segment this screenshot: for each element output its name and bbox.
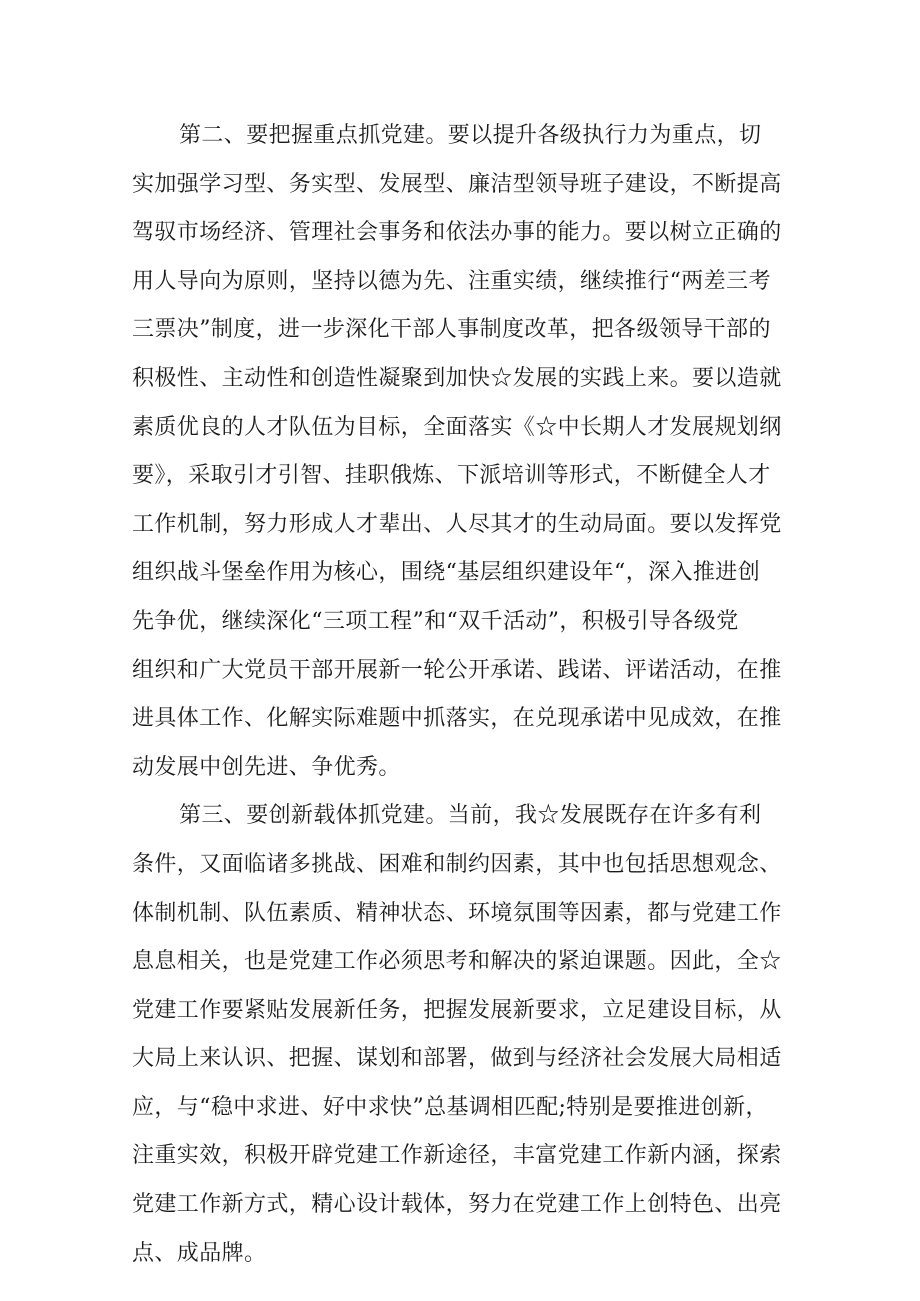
text-line: 动发展中创先进、争优秀。 <box>132 754 401 780</box>
text-line: 用人导向为原则，坚持以德为先、注重实绩，继续推行“两差三考 <box>132 268 771 294</box>
text-line: 大局上来认识、把握、谋划和部署，做到与经济社会发展大局相适 <box>132 1046 782 1072</box>
text-line: 应，与“稳中求进、好中求快”总基调相匹配;特别是要推进创新， <box>132 1094 768 1120</box>
document-body <box>132 112 800 1278</box>
text-line: 体制机制、队伍素质、精神状态、环境氛围等因素，都与党建工作 <box>132 900 782 926</box>
paragraph-1 <box>132 112 800 792</box>
text-line: 进具体工作、化解实际难题中抓落实，在兑现承诺中见成效，在推 <box>132 706 782 732</box>
text-line: 素质优良的人才队伍为目标，全面落实《☆中长期人才发展规划纲 <box>132 414 782 440</box>
text-line: 工作机制，努力形成人才辈出、人尽其才的生动局面。要以发挥党 <box>132 511 782 537</box>
text-line: 条件，又面临诸多挑战、困难和制约因素，其中也包括思想观念、 <box>132 851 782 877</box>
text-line: 实加强学习型、务实型、发展型、廉洁型领导班子建设，不断提高 <box>132 171 782 197</box>
text-line: 积极性、主动性和创造性凝聚到加快☆发展的实践上来。要以造就 <box>132 365 782 391</box>
text-line: 党建工作新方式，精心设计载体，努力在党建工作上创特色、出亮 <box>132 1192 782 1218</box>
text-line: 驾驭市场经济、管理社会事务和依法办事的能力。要以树立正确的 <box>132 220 782 246</box>
text-line: 要》，采取引才引智、挂职俄炼、下派培训等形式，不断健全人才 <box>132 463 771 489</box>
text-line: 点、成品牌。 <box>132 1240 267 1266</box>
text-line: 息息相关，也是党建工作必须思考和解决的紧迫课题。因此，全☆ <box>132 949 782 975</box>
text-line: 第三、要创新载体抓党建。当前，我☆发展既存在许多有利 <box>179 803 762 829</box>
text-line: 组织战斗堡垒作用为核心，围绕“基层组织建设年“，深入推进创 <box>132 560 761 586</box>
text-line: 第二、要把握重点抓党建。要以提升各级执行力为重点，切 <box>179 123 762 148</box>
text-line: 党建工作要紧贴发展新任务，把握发展新要求，立足建设目标，从 <box>132 997 782 1023</box>
text-line: 注重实效，积极开辟党建工作新途径，丰富党建工作新内涵，探索 <box>132 1143 782 1169</box>
text-line: 组织和广大党员干部开展新一轮公开承诺、践诺、评诺活动，在推 <box>132 657 782 683</box>
paragraph-2 <box>132 792 800 1278</box>
text-line: 先争优，继续深化“三项工程”和“双千活动”，积极引导各级党 <box>132 608 739 634</box>
text-line: 三票决”制度，进一步深化干部人事制度改革，把各级领导干部的 <box>132 317 771 343</box>
